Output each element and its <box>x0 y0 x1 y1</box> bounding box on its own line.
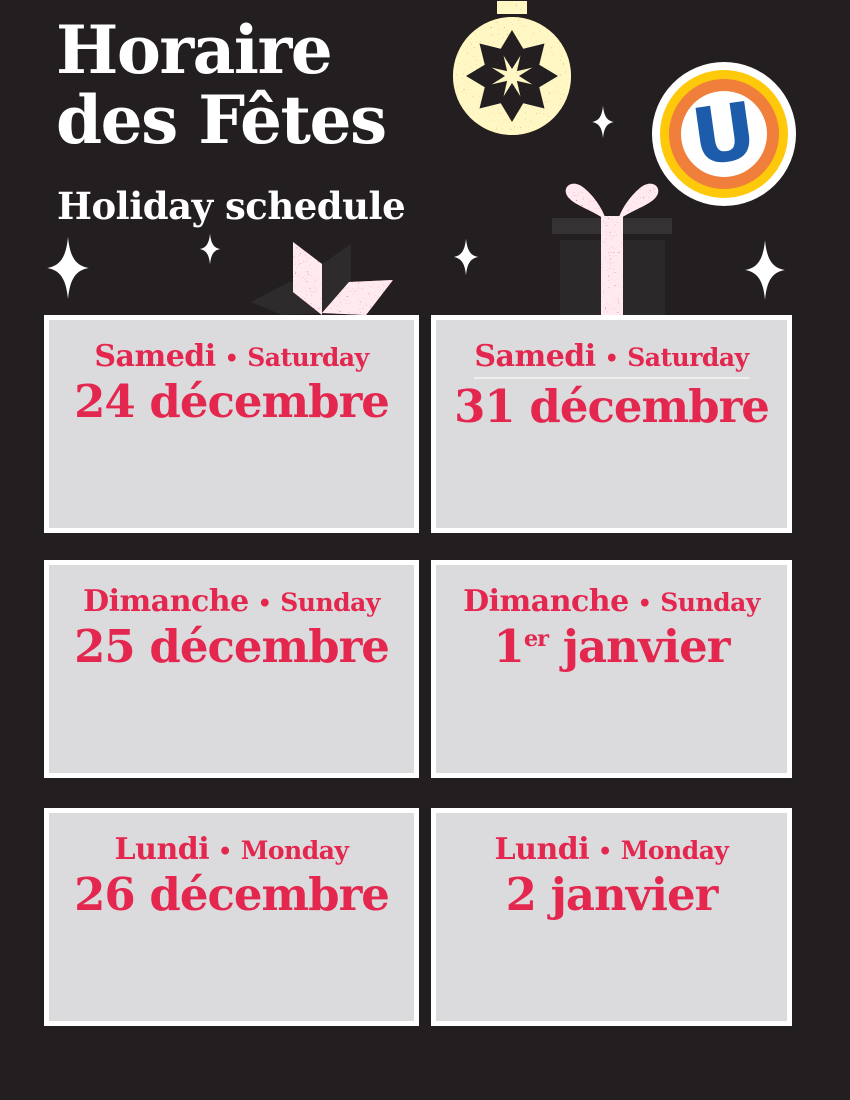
poinsettia-icon <box>245 238 455 315</box>
sparkle-icon <box>45 235 91 301</box>
schedule-card <box>44 315 419 533</box>
title-line-1: Horaire <box>56 11 332 89</box>
bullet-separator: • <box>257 591 272 617</box>
ornament-bauble-icon <box>447 0 577 140</box>
schedule-card <box>431 560 792 778</box>
bullet-separator: • <box>598 839 612 865</box>
date-main: 25 décembre <box>74 620 389 673</box>
schedule-card-body <box>436 813 787 1021</box>
date-label <box>74 868 389 921</box>
date-label <box>506 868 718 921</box>
day-label <box>474 339 748 379</box>
schedule-card-body <box>49 813 414 1021</box>
bullet-separator: • <box>224 346 239 372</box>
schedule-card <box>44 560 419 778</box>
bullet-separator: • <box>604 346 619 372</box>
day-label <box>94 339 368 374</box>
day-french: Samedi <box>94 339 216 374</box>
date-rest: janvier <box>548 620 730 673</box>
day-french: Dimanche <box>83 584 249 619</box>
day-label <box>83 584 380 619</box>
day-french: Samedi <box>474 339 596 374</box>
gift-box-icon <box>545 182 675 315</box>
logo-letter: U <box>686 86 762 184</box>
day-french: Dimanche <box>463 584 629 619</box>
day-french: Lundi <box>114 832 210 867</box>
day-english: Sunday <box>280 588 380 617</box>
sparkle-icon <box>743 238 787 302</box>
schedule-card <box>431 808 792 1026</box>
schedule-card-body <box>49 320 414 528</box>
date-main: 24 décembre <box>74 375 389 428</box>
schedule-card <box>44 808 419 1026</box>
date-main: 26 décembre <box>74 868 389 921</box>
date-ordinal: er <box>523 626 549 652</box>
day-french: Lundi <box>494 832 590 867</box>
schedule-card-body <box>436 565 787 773</box>
sparkle-icon <box>197 233 223 265</box>
date-label <box>454 380 769 433</box>
day-label <box>115 832 349 867</box>
bullet-separator: • <box>218 839 232 865</box>
date-label <box>74 620 389 673</box>
day-english: Saturday <box>627 343 749 372</box>
page-subtitle: Holiday schedule <box>57 184 406 228</box>
sparkle-icon <box>452 238 480 276</box>
date-main: 1 <box>493 620 524 673</box>
date-label <box>74 375 389 428</box>
schedule-card-body <box>436 320 787 528</box>
day-label <box>495 832 729 867</box>
title-line-2: des Fêtes <box>56 80 386 159</box>
day-english: Saturday <box>247 343 369 372</box>
day-english: Sunday <box>660 588 760 617</box>
day-english: Monday <box>240 836 349 865</box>
sparkle-icon <box>591 105 615 139</box>
schedule-card-body <box>49 565 414 773</box>
bullet-separator: • <box>637 591 652 617</box>
day-label <box>463 584 760 619</box>
day-english: Monday <box>620 836 729 865</box>
page-title <box>56 11 386 159</box>
schedule-card <box>431 315 792 533</box>
date-main: 31 décembre <box>454 380 769 433</box>
date-main: 2 janvier <box>505 868 718 921</box>
date-label <box>494 620 730 673</box>
